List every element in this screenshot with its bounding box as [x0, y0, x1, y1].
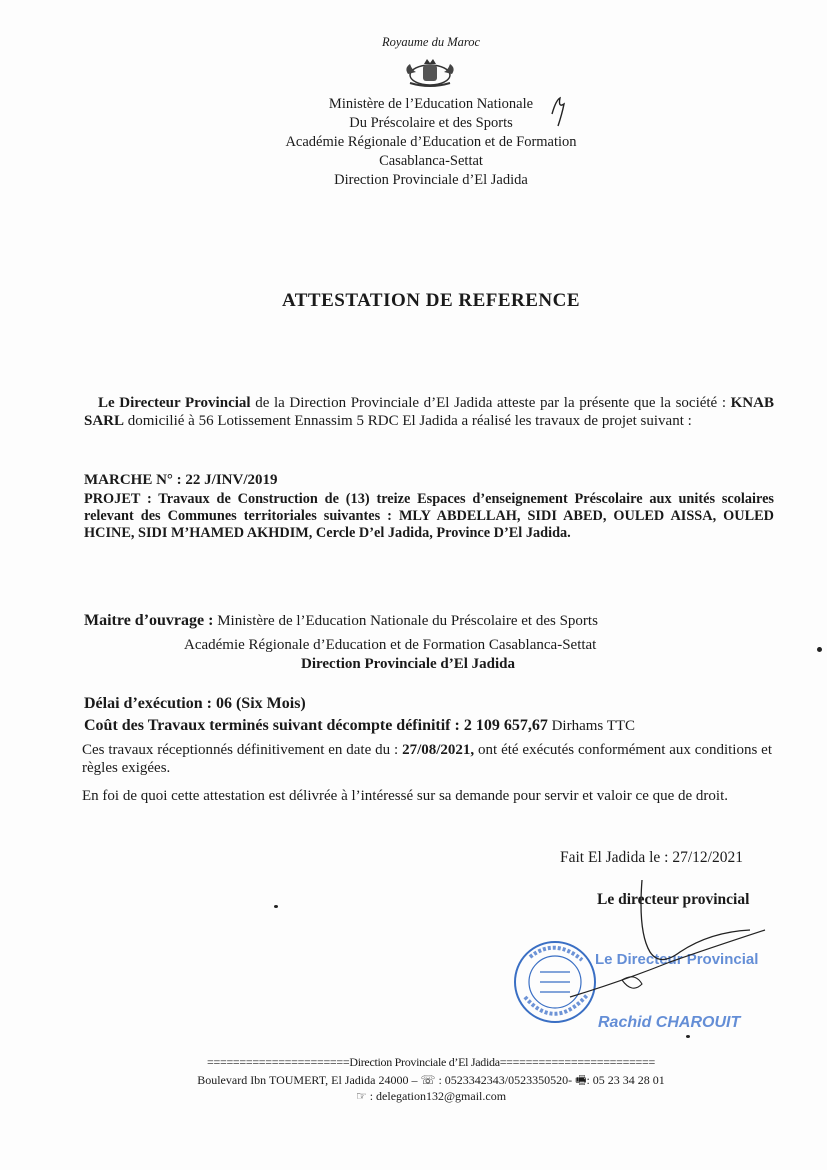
fait-date-line: Fait El Jadida le : 27/12/2021	[560, 849, 743, 866]
footer-address: Boulevard Ibn TOUMERT, El Jadida 24000 – ☏ : 0523342343/0523350520- 🖷: 05 23 34 28 01	[197, 1073, 665, 1087]
official-stamp-and-signature	[510, 872, 780, 1047]
footer-direction-line: ======================Direction Provinciale d’El Jadida========================	[207, 1055, 655, 1069]
reception-date: 27/08/2021,	[402, 742, 475, 758]
footer-email: ☞ : delegation132@gmail.com	[355, 1089, 507, 1103]
kingdom-heading: Royaume du Maroc	[381, 35, 481, 49]
document-title: ATTESTATION DE REFERENCE	[281, 290, 581, 311]
svg-text:Le Directeur Provincial: Le Directeur Provincial	[595, 951, 759, 968]
scan-speck	[274, 905, 278, 908]
svg-text:Rachid CHAROUIT: Rachid CHAROUIT	[598, 1014, 741, 1031]
scan-speck	[817, 647, 822, 652]
company-name: KNAB SARL	[84, 395, 774, 429]
maitre-line-3: Direction Provinciale d’El Jadida	[301, 656, 516, 672]
ministry-line-2: Du Préscolaire et des Sports	[349, 115, 513, 131]
reception-paragraph	[82, 741, 772, 777]
reception-text-2: ont été exécutés conformément aux conditions et règles exigées.	[82, 742, 773, 776]
initials-mark	[548, 94, 570, 128]
closing-paragraph: En foi de quoi cette attestation est délivrée à l’intéressé sur sa demande pour servir et valoir ce que de droit.	[82, 788, 729, 804]
maitre-label: Maitre d’ouvrage :	[84, 612, 214, 629]
projet-description: PROJET : Travaux de Construction de (13) treize Espaces d’enseignement Préscolaire aux unités scolaires relevant des Communes territoriales suivantes : MLY ABDELLAH, SIDI ABED, OULED AISSA, OULED HCINE, SIDI M’HAMED AKHDIM, Cercle D’el Jadida, Province D’El Jadida.	[84, 491, 774, 541]
intro-text-1: de la Direction Provinciale d’El Jadida atteste par la présente que la société :	[250, 395, 731, 411]
direction-line: Direction Provinciale d’El Jadida	[334, 172, 528, 188]
ministry-line-1: Ministère de l’Education Nationale	[328, 96, 534, 112]
signatory-title: Le directeur provincial	[597, 891, 750, 908]
cout-unit: Dirhams TTC	[547, 718, 636, 734]
maitre-ouvrage-block	[84, 611, 784, 631]
academy-line: Académie Régionale d’Education et de Formation	[285, 134, 577, 150]
scan-speck	[686, 1035, 690, 1038]
cout-label: Coût des Travaux terminés suivant décompte définitif : 2 109 657,67	[84, 717, 548, 734]
marche-number: MARCHE N° : 22 J/INV/2019	[84, 472, 278, 488]
intro-paragraph	[84, 394, 774, 430]
intro-text-2: domicilié à 56 Lotissement Ennassim 5 RDC El Jadida a réalisé les travaux de projet suivant :	[124, 413, 692, 429]
maitre-line-2: Académie Régionale d’Education et de Formation Casablanca-Settat	[184, 637, 597, 653]
reception-text-1: Ces travaux réceptionnés définitivement en date du :	[82, 742, 403, 758]
delai-execution: Délai d’exécution : 06 (Six Mois)	[84, 695, 306, 712]
coat-of-arms-emblem	[402, 56, 458, 88]
directeur-label: Le Directeur Provincial	[98, 395, 251, 411]
cout-travaux	[84, 717, 784, 735]
region-line: Casablanca-Settat	[379, 153, 483, 169]
maitre-line-1: Ministère de l’Education Nationale du Préscolaire et des Sports	[213, 613, 598, 629]
